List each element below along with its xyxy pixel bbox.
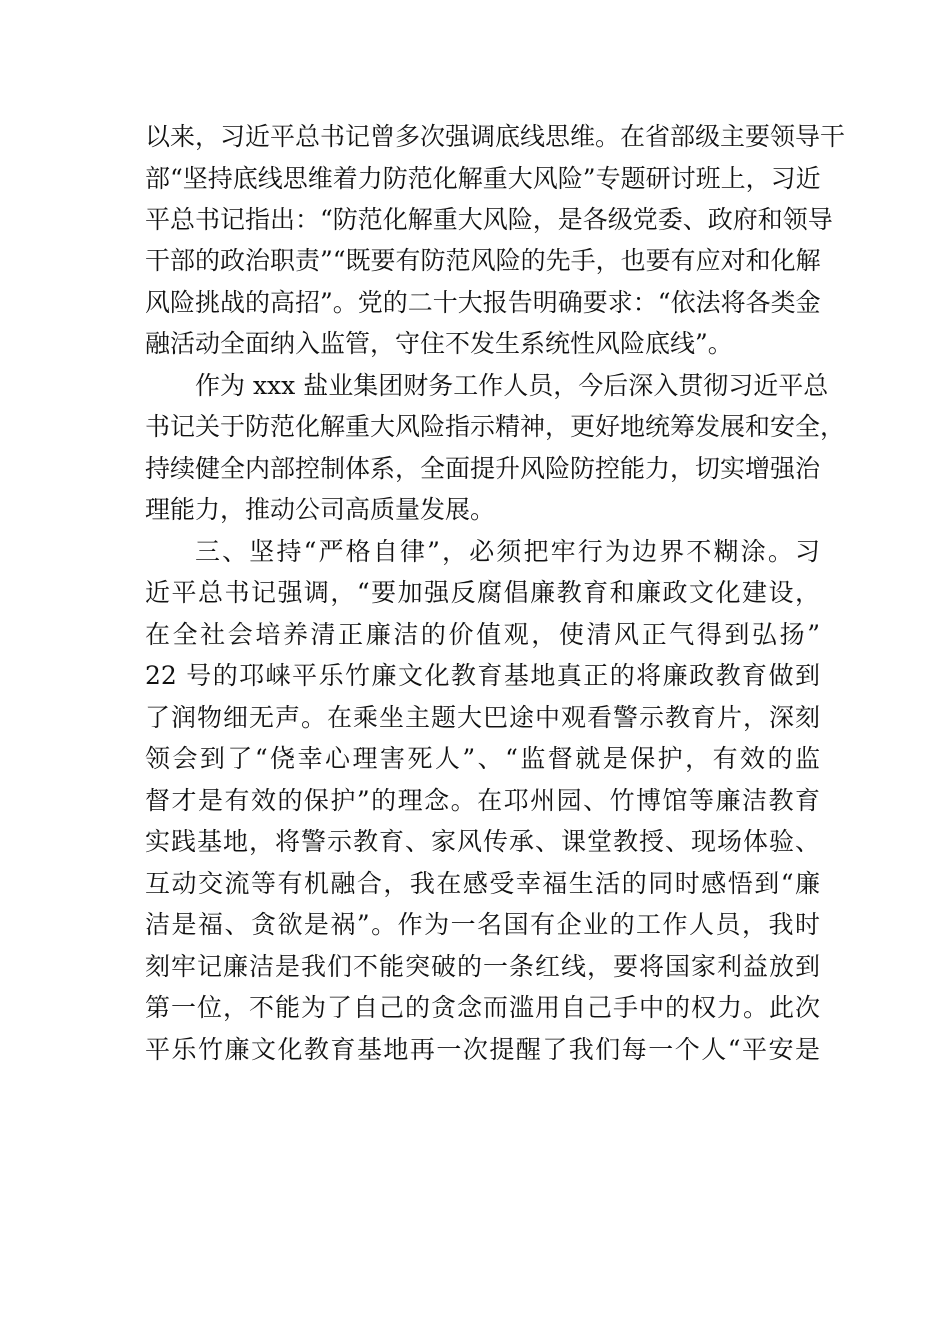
text-line: 持续健全内部控制体系，全面提升风险防控能力，切实增强治 — [145, 454, 821, 483]
text-line: 风险挑战的高招”。党的二十大报告明确要求：“依法将各类金 — [145, 288, 821, 317]
text-line: 互动交流等有机融合，我在感受幸福生活的同时感悟到“廉 — [145, 869, 820, 898]
text-line: 理能力，推动公司高质量发展。 — [145, 495, 496, 524]
text-line: 以来，习近平总书记曾多次强调底线思维。在省部级主要领导干 — [145, 122, 846, 151]
text-line: 近平总书记强调，“要加强反腐倡廉教育和廉政文化建设， — [145, 578, 820, 607]
text-line: 刻牢记廉洁是我们不能突破的一条红线，要将国家利益放到 — [145, 952, 820, 981]
text-line: 融活动全面纳入监管，守住不发生系统性风险底线”。 — [145, 329, 733, 358]
text-line: 洁是福、贪欲是祸”。作为一名国有企业的工作人员，我时 — [145, 910, 820, 939]
text-line: 督才是有效的保护”的理念。在邛州园、竹博馆等廉洁教育 — [145, 786, 820, 815]
text-line: 了润物细无声。在乘坐主题大巴途中观看警示教育片，深刻 — [145, 703, 820, 732]
text-line: 领会到了“侥幸心理害死人”、“监督就是保护，有效的监 — [145, 744, 820, 773]
text-line: 部“坚持底线思维着力防范化解重大风险”专题研讨班上，习近 — [145, 164, 821, 193]
section-heading-line: 三、坚持“严格自律”，必须把牢行为边界不糊涂。习 — [195, 537, 820, 566]
text-line: 干部的政治职责”“既要有防范风险的先手，也要有应对和化解 — [145, 246, 821, 275]
text-line: 在全社会培养清正廉洁的价值观，使清风正气得到弘扬” — [145, 620, 820, 649]
text-line: 实践基地，将警示教育、家风传承、课堂教授、现场体验、 — [145, 827, 820, 856]
text-line: 平乐竹廉文化教育基地再一次提醒了我们每一个人“平安是 — [145, 1035, 820, 1064]
paragraph-start-line: 作为 xxx 盐业集团财务工作人员，今后深入贯彻习近平总 — [195, 371, 829, 400]
text-line: 第一位，不能为了自己的贪念而滥用自己手中的权力。此次 — [145, 993, 820, 1022]
text-line: 书记关于防范化解重大风险指示精神，更好地统筹发展和安全， — [145, 412, 846, 441]
text-line: 22 号的邛崃平乐竹廉文化教育基地真正的将廉政教育做到 — [145, 661, 820, 690]
text-line: 平总书记指出：“防范化解重大风险，是各级党委、政府和领导 — [145, 205, 833, 234]
